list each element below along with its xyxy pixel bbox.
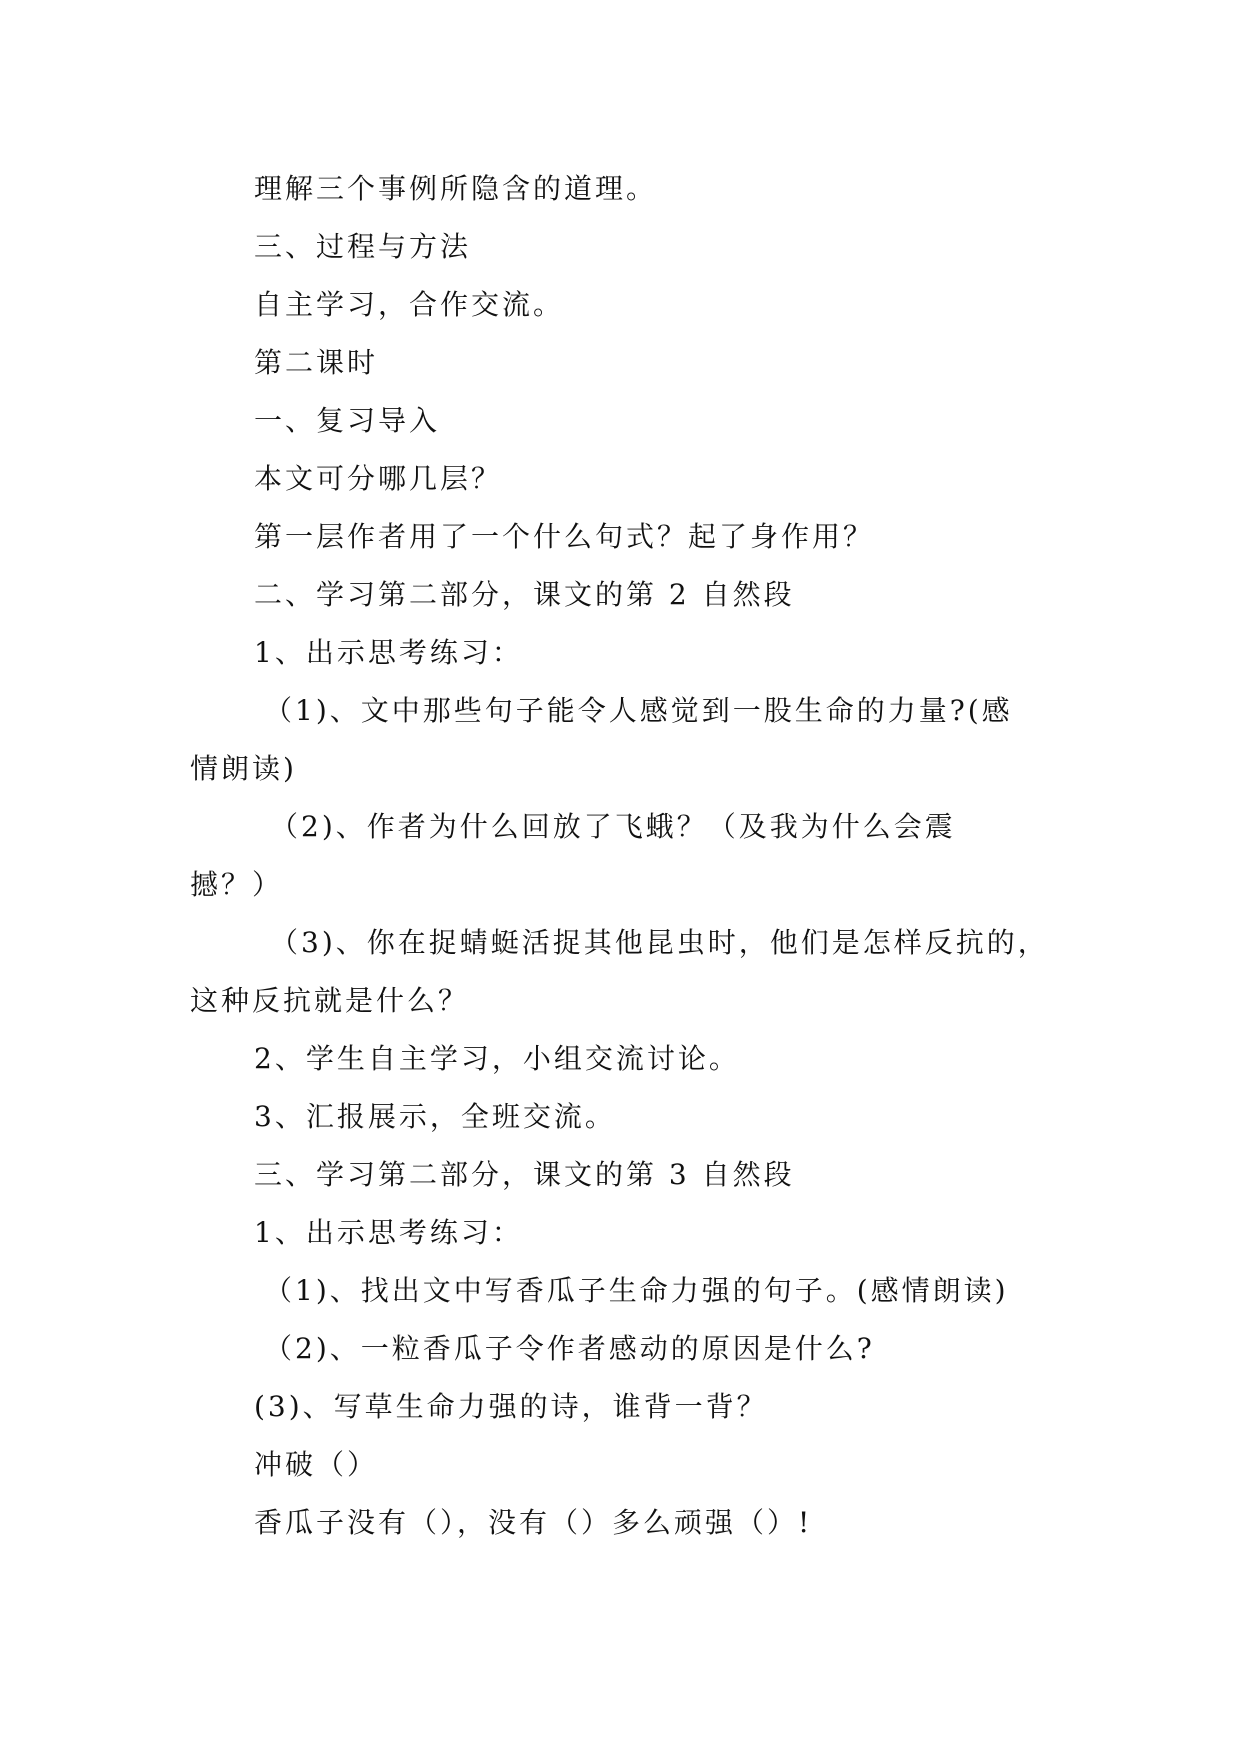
question-paragraph — [190, 798, 1060, 914]
text-line: （1)、文中那些句子能令人感觉到一股生命的力量?(感 — [264, 694, 1013, 727]
section-heading: 三、过程与方法 — [254, 230, 472, 263]
text-line: 本文可分哪几层？ — [254, 462, 503, 495]
list-heading: 1、出示思考练习： — [254, 636, 523, 669]
question-paragraph — [190, 914, 1060, 1030]
text-line: 2、学生自主学习，小组交流讨论。 — [254, 1042, 740, 1075]
text-line: 香瓜子没有（），没有（）多么顽强（）! — [254, 1506, 813, 1539]
text-line: 理解三个事例所隐含的道理。 — [254, 172, 658, 205]
text-line: 3、汇报展示，全班交流。 — [254, 1100, 616, 1133]
text-line: （2)、作者为什么回放了飞蛾？（及我为什么会震 — [270, 810, 956, 843]
section-heading: 一、复习导入 — [254, 404, 441, 437]
text-line: （3)、你在捉蜻蜓活捉其他昆虫时，他们是怎样反抗的， — [270, 926, 1049, 959]
text-line: （2)、一粒香瓜子令作者感动的原因是什么? — [264, 1332, 875, 1365]
text-line: 第一层作者用了一个什么句式？起了身作用？ — [254, 520, 875, 553]
text-line: （1)、找出文中写香瓜子生命力强的句子。(感情朗读) — [264, 1274, 1009, 1307]
section-heading: 二、学习第二部分，课文的第 2 自然段 — [254, 578, 795, 611]
text-line: 情朗读) — [190, 752, 297, 785]
document-body — [190, 160, 1060, 1552]
text-line: 自主学习，合作交流。 — [254, 288, 565, 321]
text-line: (3)、写草生命力强的诗，谁背一背？ — [254, 1390, 768, 1423]
list-heading: 1、出示思考练习： — [254, 1216, 523, 1249]
text-line: 撼？） — [190, 868, 284, 901]
text-line: 冲破（） — [254, 1448, 379, 1481]
lesson-heading: 第二课时 — [254, 346, 379, 379]
text-line: 这种反抗就是什么？ — [190, 984, 470, 1017]
section-heading: 三、学习第二部分，课文的第 3 自然段 — [254, 1158, 795, 1191]
question-paragraph — [190, 682, 1060, 798]
